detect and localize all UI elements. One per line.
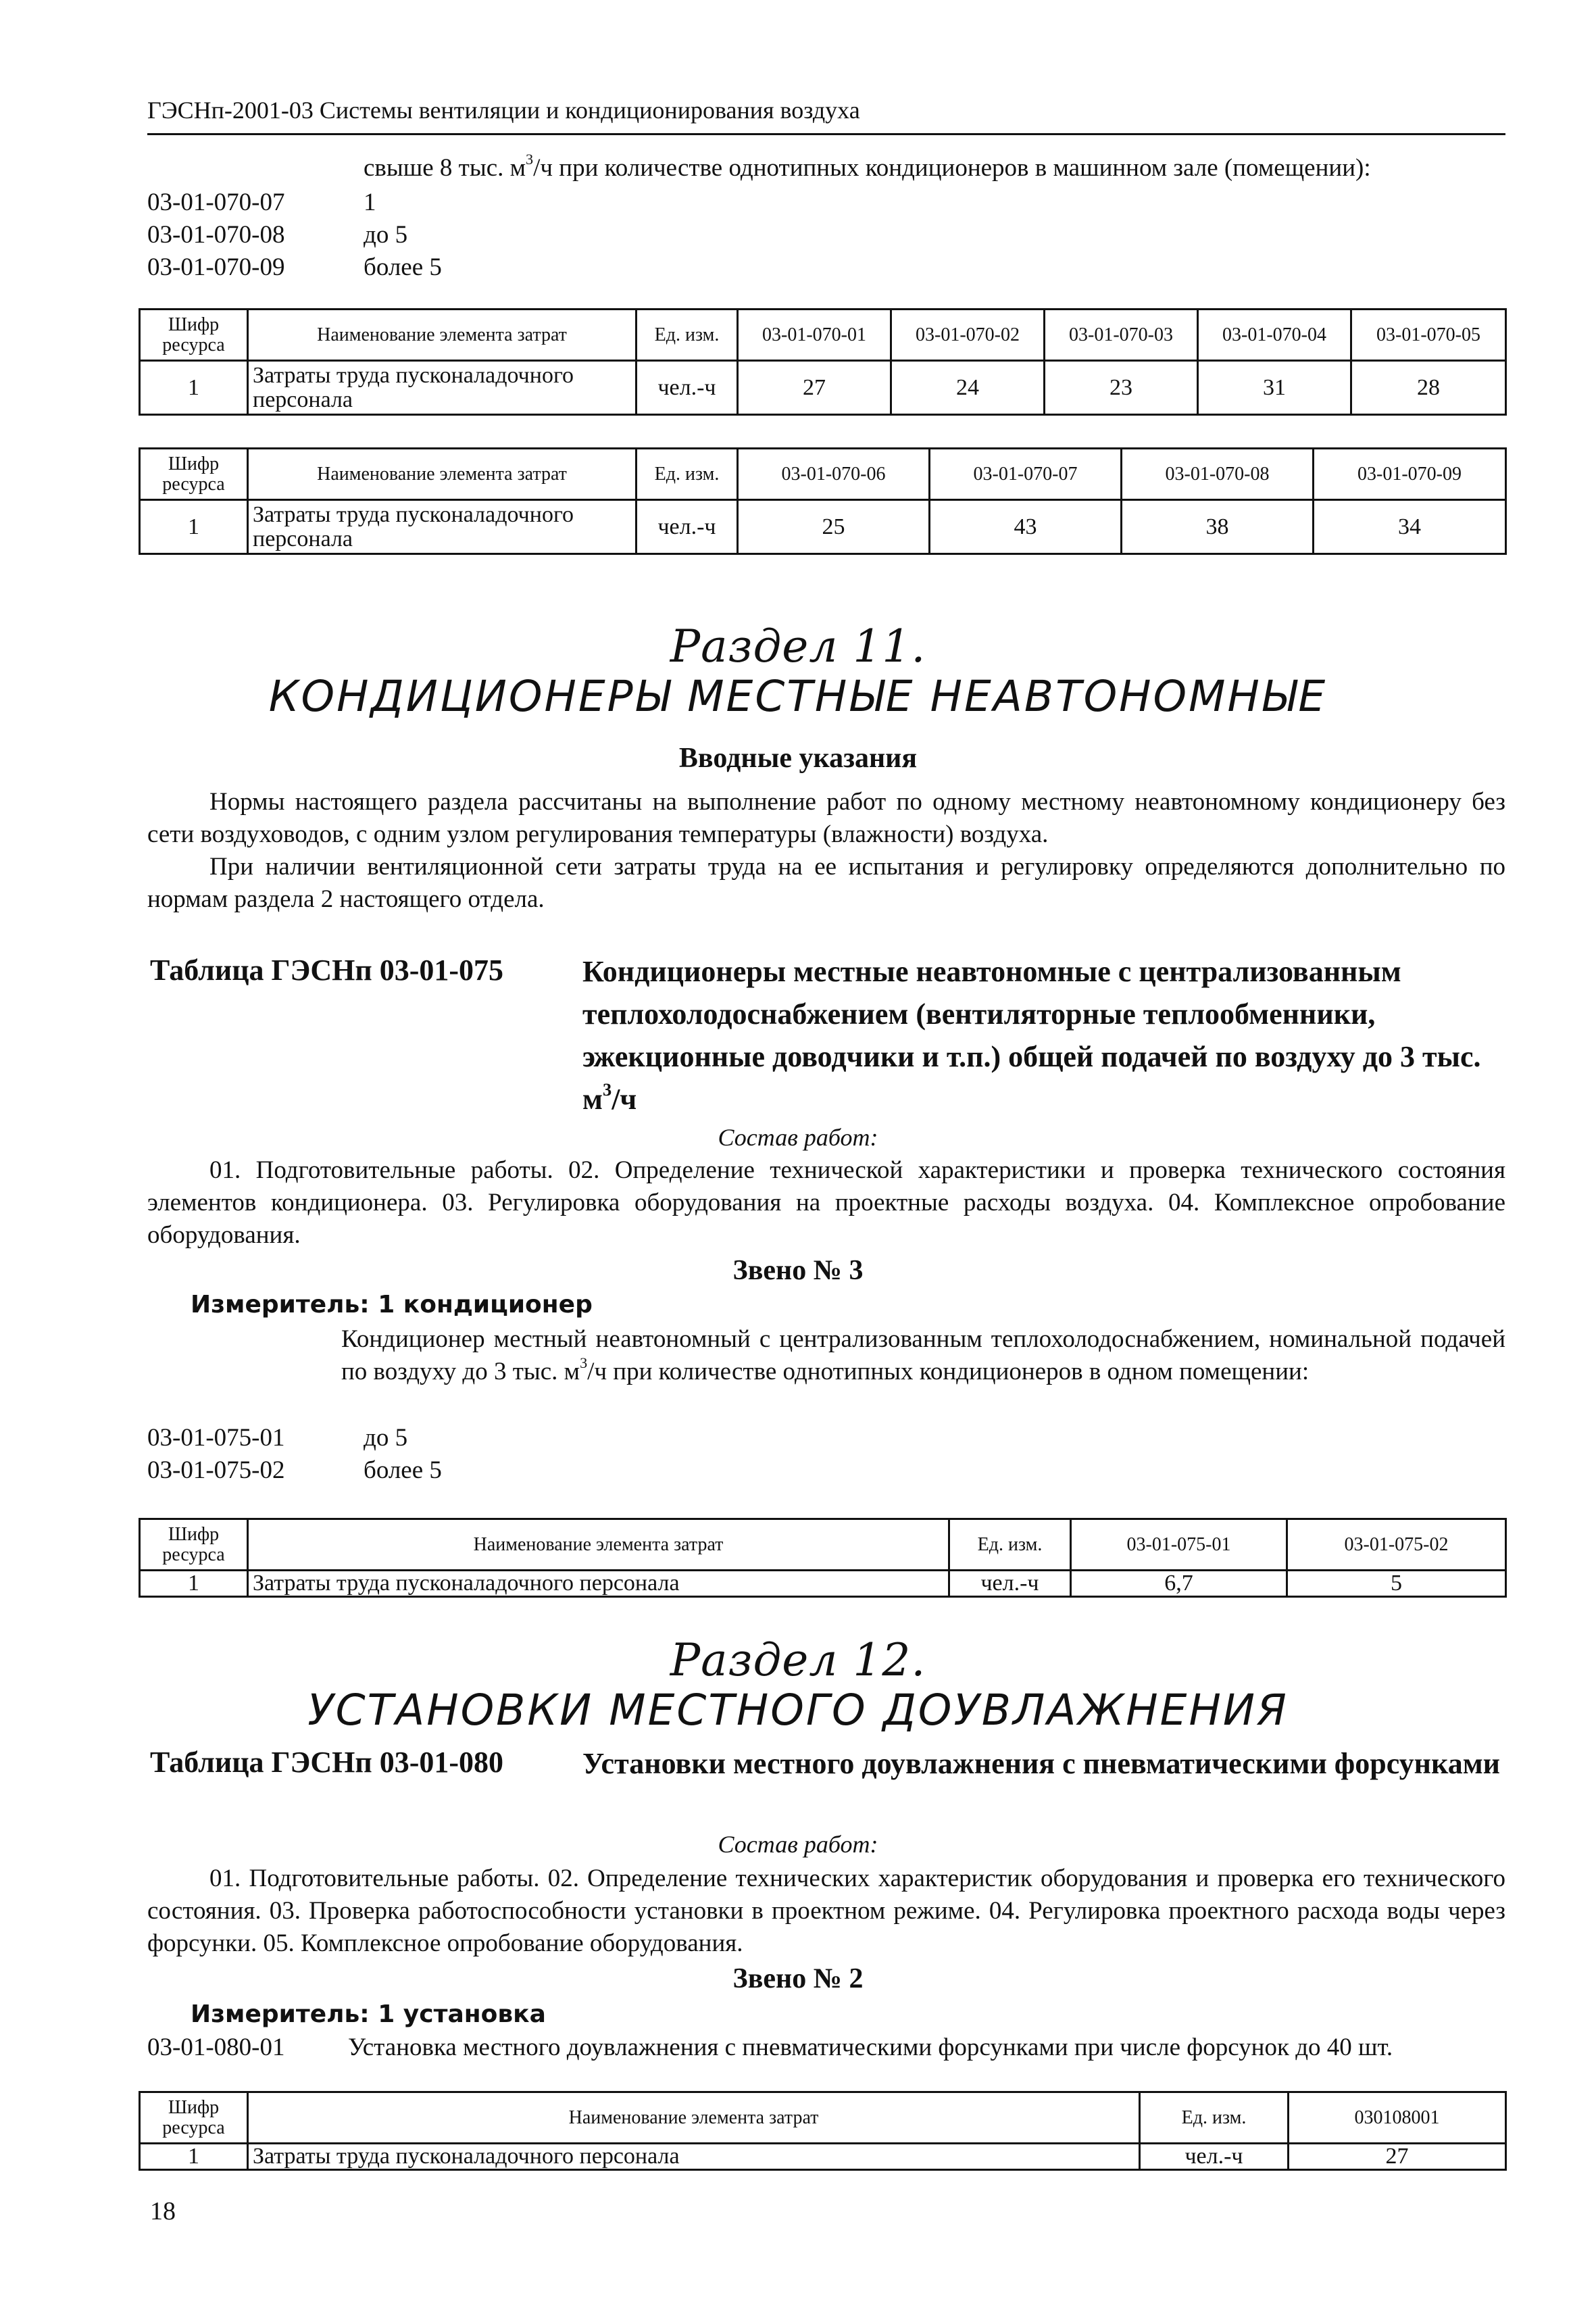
item-code: 03-01-075-02 xyxy=(147,1456,285,1484)
header-col: 03-01-070-06 xyxy=(738,449,930,500)
table-075-label: Таблица ГЭСНп 03-01-075 xyxy=(150,954,504,987)
header-code: Шифр ресурса xyxy=(140,449,248,500)
cell-value: 34 xyxy=(1314,500,1506,554)
header-col: 03-01-070-02 xyxy=(891,310,1045,361)
measure-label: Измеритель: 1 установка xyxy=(191,2000,546,2028)
table-080-label: Таблица ГЭСНп 03-01-080 xyxy=(150,1746,504,1779)
running-header: ГЭСНп-2001-03 Системы вентиляции и кондиционирования воздуха xyxy=(147,97,860,124)
header-col: 03-01-070-08 xyxy=(1122,449,1314,500)
table-075-title: Кондиционеры местные неавтономные с централизованным теплохолодоснабжением (вентиляторные теплообменники, эжекционные доводчики и т.п.) общей подачей по воздуху до 3 тыс. $м^3/ч$ xyxy=(582,955,1481,1116)
item-code: 03-01-070-08 xyxy=(147,221,285,249)
header-name: Наименование элемента затрат xyxy=(248,1519,949,1571)
table-row xyxy=(140,2144,1506,2170)
cell-name: Затраты труда пусконаладочного персонала xyxy=(248,361,637,415)
header-col: 03-01-070-05 xyxy=(1351,310,1506,361)
header-unit: Ед. изм. xyxy=(1140,2092,1289,2144)
header-col: 03-01-075-01 xyxy=(1071,1519,1287,1571)
table-row xyxy=(140,361,1506,415)
table-080-title: Установки местного доувлажнения с пневматическими форсунками xyxy=(582,1747,1501,1780)
cell-value: 25 xyxy=(738,500,930,554)
cell-value: 28 xyxy=(1351,361,1506,415)
header-rule xyxy=(147,133,1505,135)
header-unit: Ед. изм. xyxy=(637,310,738,361)
cell-code: 1 xyxy=(140,361,248,415)
cell-code: 1 xyxy=(140,1571,248,1597)
table-row xyxy=(140,1571,1506,1597)
item-code: 03-01-075-01 xyxy=(147,1424,285,1452)
header-name: Наименование элемента затрат xyxy=(248,2092,1140,2144)
page-number: 18 xyxy=(150,2197,176,2225)
measure-label: Измеритель: 1 кондиционер xyxy=(191,1291,593,1319)
item-description-text: Кондиционер местный неавтономный с централизованным теплохолодоснабжением, номинальной подачей по воздуху до 3 тыс. $м^3/ч$ при количестве однотипных кондиционеров в одном помещении: xyxy=(341,1325,1505,1385)
cell-unit: чел.-ч xyxy=(637,500,738,554)
item-value: 1 xyxy=(364,189,376,216)
section-12-label: Раздел 12. xyxy=(670,1634,926,1686)
cell-code: 1 xyxy=(140,500,248,554)
cell-unit: чел.-ч xyxy=(949,1571,1071,1597)
header-name: Наименование элемента затрат xyxy=(248,310,637,361)
item-value: Установка местного доувлажнения с пневматическими форсунками при числе форсунок до 40 шт. xyxy=(348,2034,1393,2061)
cell-unit: чел.-ч xyxy=(1140,2144,1289,2170)
work-composition xyxy=(147,1863,1505,1960)
header-col: 03-01-070-01 xyxy=(738,310,891,361)
header-unit: Ед. изм. xyxy=(637,449,738,500)
header-name: Наименование элемента затрат xyxy=(248,449,637,500)
section-11-label: Раздел 11. xyxy=(670,620,926,672)
header-col: 03-01-070-04 xyxy=(1198,310,1351,361)
section-12-title: УСТАНОВКИ МЕСТНОГО ДОУВЛАЖНЕНИЯ xyxy=(307,1685,1289,1735)
intro-text xyxy=(147,786,1505,916)
cell-value: 5 xyxy=(1287,1571,1506,1597)
work-composition-heading: Состав работ: xyxy=(718,1831,878,1858)
work-composition xyxy=(147,1154,1505,1252)
cell-name: Затраты труда пусконаладочного персонала xyxy=(248,500,637,554)
cell-value: 38 xyxy=(1122,500,1314,554)
header-col: 03-01-070-03 xyxy=(1045,310,1198,361)
item-value: до 5 xyxy=(364,1424,408,1452)
header-code: Шифр ресурса xyxy=(140,2092,248,2144)
cell-value: 31 xyxy=(1198,361,1351,415)
cell-code: 1 xyxy=(140,2144,248,2170)
work-composition-heading: Состав работ: xyxy=(718,1124,878,1151)
cell-unit: чел.-ч xyxy=(637,361,738,415)
cell-value: 27 xyxy=(1289,2144,1506,2170)
cell-value: 23 xyxy=(1045,361,1198,415)
section-11-title: КОНДИЦИОНЕРЫ МЕСТНЫЕ НЕАВТОНОМНЫЕ xyxy=(268,672,1328,721)
cell-name: Затраты труда пусконаладочного персонала xyxy=(248,2144,1140,2170)
resource-table-080 xyxy=(139,2091,1507,2171)
header-col: 03-01-070-09 xyxy=(1314,449,1506,500)
table-row xyxy=(140,500,1506,554)
item-description xyxy=(341,1323,1505,1388)
resource-table-070-a xyxy=(139,308,1507,416)
work-composition-text: 01. Подготовительные работы. 02. Определение технических характеристик оборудования и проверка его технического состояния. 03. Проверка работоспособности установки в проектном режиме. 04. Регулировка проектного расхода воды через форсунки. 05. Комплексное опробование оборудования. xyxy=(147,1865,1505,1957)
cell-value: 27 xyxy=(738,361,891,415)
item-code: 03-01-070-09 xyxy=(147,253,285,281)
cell-value: 43 xyxy=(930,500,1122,554)
header-code: Шифр ресурса xyxy=(140,310,248,361)
resource-table-070-b xyxy=(139,447,1507,555)
cell-value: 6,7 xyxy=(1071,1571,1287,1597)
header-col: 03-01-075-02 xyxy=(1287,1519,1506,1571)
item-code: 03-01-080-01 xyxy=(147,2034,285,2061)
item-value: более 5 xyxy=(364,253,442,281)
intro-heading: Вводные указания xyxy=(678,743,918,774)
resource-table-075 xyxy=(139,1518,1507,1598)
header-col: 030108001 xyxy=(1289,2092,1506,2144)
header-col: 03-01-070-07 xyxy=(930,449,1122,500)
top-intro: свыше 8 тыс. $м^3/ч$ при количестве однотипных кондиционеров в машинном зале (помещении): xyxy=(364,151,1371,182)
header-code: Шифр ресурса xyxy=(140,1519,248,1571)
item-code: 03-01-070-07 xyxy=(147,189,285,216)
work-composition-text: 01. Подготовительные работы. 02. Определение технической характеристики и проверка технического состояния элементов кондиционера. 03. Регулировка оборудования на проектные расходы воздуха. 04. Комплексное опробование оборудования. xyxy=(147,1156,1505,1249)
cell-value: 24 xyxy=(891,361,1045,415)
cell-name: Затраты труда пусконаладочного персонала xyxy=(248,1571,949,1597)
header-unit: Ед. изм. xyxy=(949,1519,1071,1571)
crew-label: Звено № 3 xyxy=(732,1255,864,1286)
item-value: более 5 xyxy=(364,1456,442,1484)
intro-paragraph: Нормы настоящего раздела рассчитаны на выполнение работ по одному местному неавтономному кондиционеру без сети воздуховодов, с одним узлом регулирования температуры (влажности) воздуха. xyxy=(147,788,1505,848)
crew-label: Звено № 2 xyxy=(732,1963,864,1994)
item-value: до 5 xyxy=(364,221,408,249)
intro-paragraph: При наличии вентиляционной сети затраты труда на ее испытания и регулировку определяются дополнительно по нормам раздела 2 настоящего отдела. xyxy=(147,853,1505,913)
